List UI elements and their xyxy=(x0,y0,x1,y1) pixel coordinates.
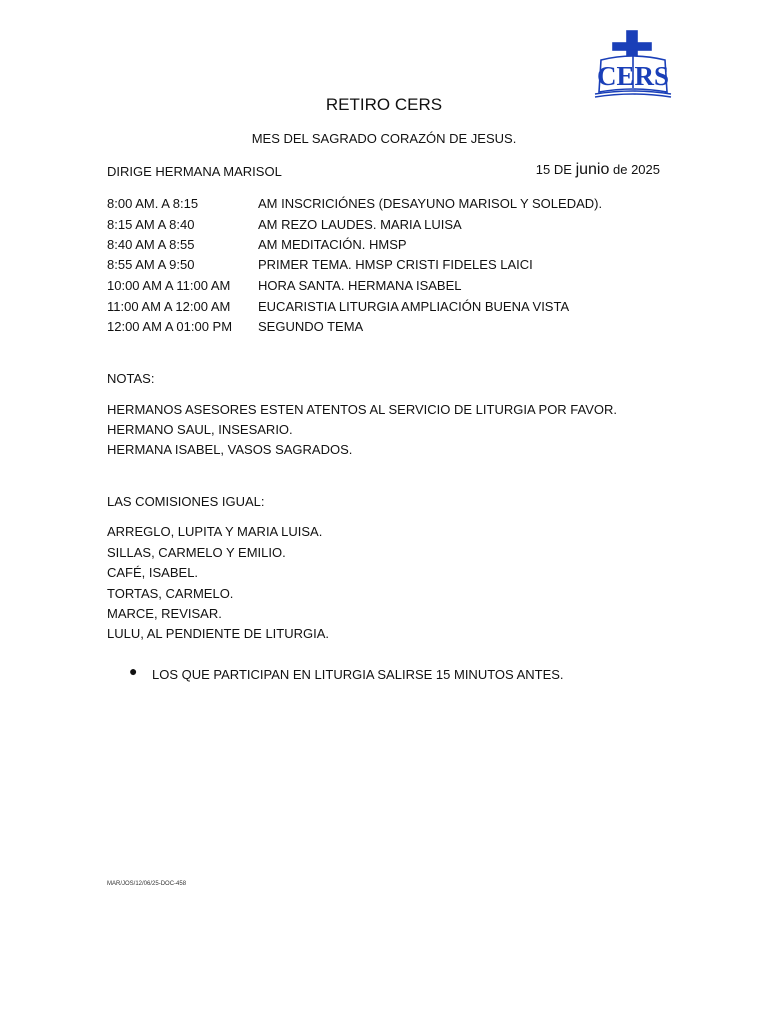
schedule-activity: AM INSCRICIÓNES (DESAYUNO MARISOL Y SOLEDAD). xyxy=(258,196,603,211)
notes-heading: NOTAS: xyxy=(107,371,155,386)
commission-line: ARREGLO, LUPITA Y MARIA LUISA. xyxy=(107,524,323,539)
document-title: RETIRO CERS xyxy=(325,95,443,114)
note-line: HERMANO SAUL, INSESARIO. xyxy=(107,422,293,437)
schedule-time: 8:55 AM A 9:50 xyxy=(107,257,195,272)
logo-text: CERS xyxy=(596,61,670,91)
schedule-time: 8:00 AM. A 8:15 xyxy=(107,196,199,211)
commission-line: SILLAS, CARMELO Y EMILIO. xyxy=(107,545,286,560)
document-subtitle: MES DEL SAGRADO CORAZÓN DE JESUS. xyxy=(251,131,517,146)
schedule-time: 8:40 AM A 8:55 xyxy=(107,237,195,252)
date-year: de 2025 xyxy=(613,162,660,177)
schedule-activity: SEGUNDO TEMA xyxy=(258,319,364,334)
note-line: HERMANOS ASESORES ESTEN ATENTOS AL SERVICIO DE LITURGIA POR FAVOR. xyxy=(107,402,618,417)
date-day: 15 DE xyxy=(535,162,572,177)
document-reference: MAR/JOS/12/06/25-DOC-458 xyxy=(107,881,187,887)
commissions-heading: LAS COMISIONES IGUAL: xyxy=(107,494,265,509)
schedule-activity: PRIMER TEMA. HMSP CRISTI FIDELES LAICI xyxy=(258,257,533,272)
commission-line: TORTAS, CARMELO. xyxy=(107,586,234,601)
schedule-activity: EUCARISTIA LITURGIA AMPLIACIÓN BUENA VISTA xyxy=(258,299,570,314)
commission-line: LULU, AL PENDIENTE DE LITURGIA. xyxy=(107,626,330,641)
schedule-activity: HORA SANTA. HERMANA ISABEL xyxy=(258,278,462,293)
director-line: DIRIGE HERMANA MARISOL xyxy=(107,164,282,179)
commission-line: MARCE, REVISAR. xyxy=(107,606,222,621)
schedule-time: 12:00 AM A 01:00 PM xyxy=(107,319,233,334)
commission-line: CAFÉ, ISABEL. xyxy=(107,565,199,580)
date-line xyxy=(536,161,660,179)
cers-logo-icon xyxy=(593,30,673,100)
bullet-text: LOS QUE PARTICIPAN EN LITURGIA SALIRSE 15 MINUTOS ANTES. xyxy=(152,667,564,682)
schedule-time: 11:00 AM A 12:00 AM xyxy=(107,299,231,314)
note-line: HERMANA ISABEL, VASOS SAGRADOS. xyxy=(107,442,353,457)
bullet-icon: ● xyxy=(129,663,138,679)
schedule-activity: AM MEDITACIÓN. HMSP xyxy=(258,237,407,252)
schedule-time: 8:15 AM A 8:40 xyxy=(107,217,195,232)
schedule-time: 10:00 AM A 11:00 AM xyxy=(107,278,231,293)
schedule-activity: AM REZO LAUDES. MARIA LUISA xyxy=(258,217,462,232)
date-month: junio xyxy=(575,161,610,178)
